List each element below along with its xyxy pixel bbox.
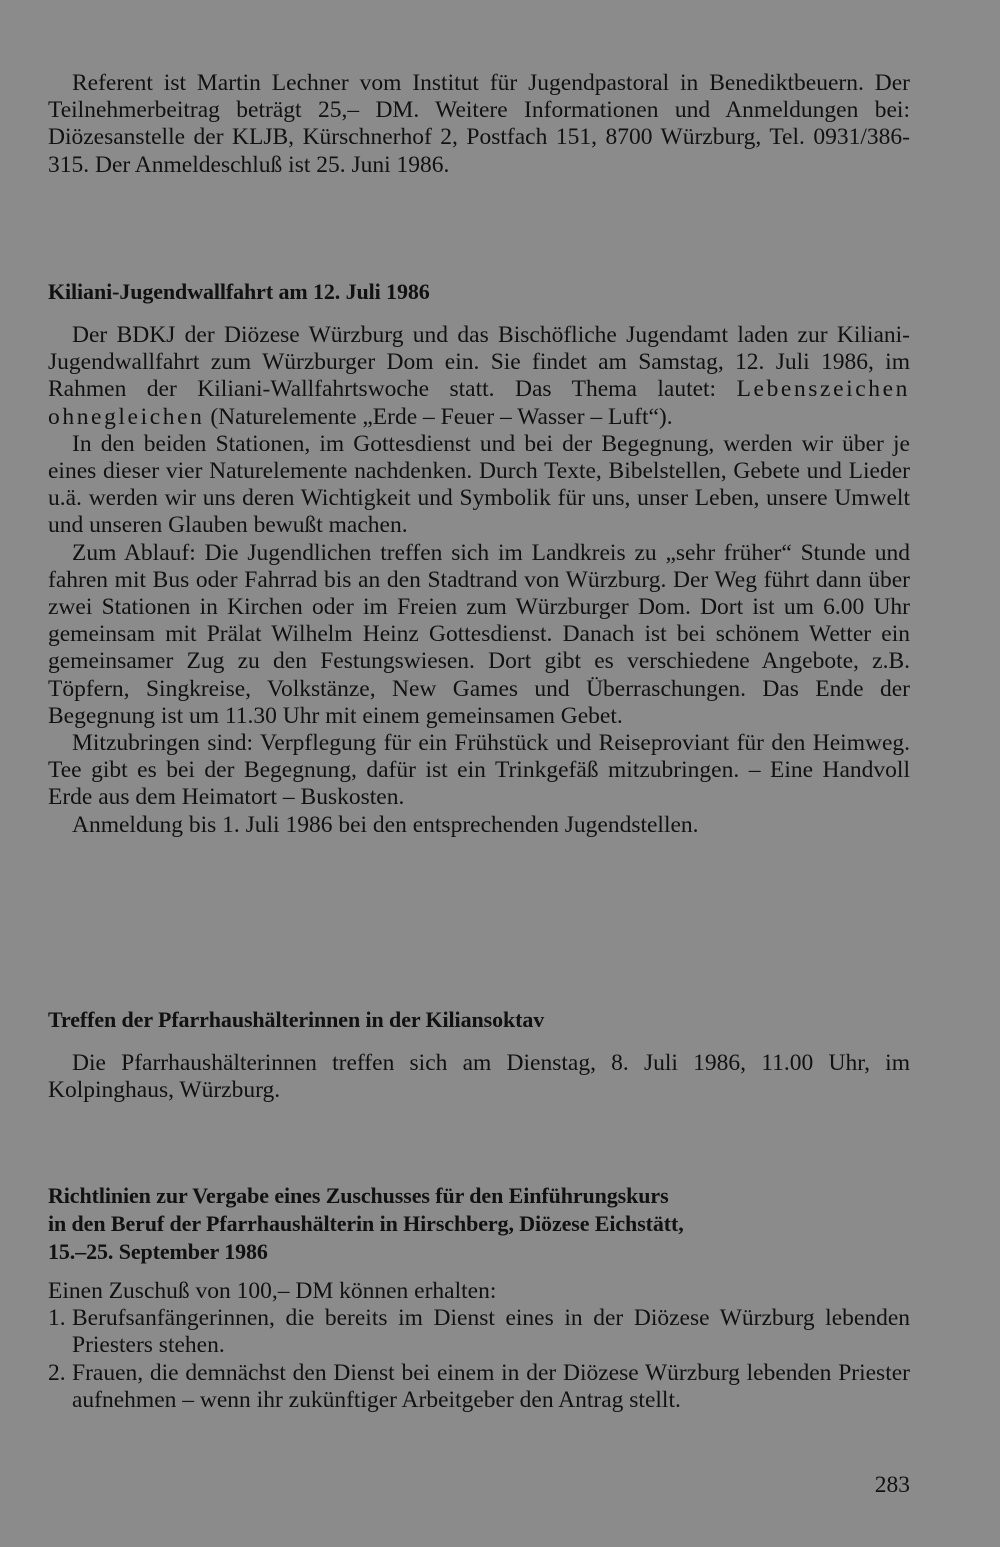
list-item-text: Berufsanfängerinnen, die bereits im Dienst eines in der Diözese Würzburg lebenden Priesters stehen.	[72, 1305, 910, 1359]
richtlinien-intro: Einen Zuschuß von 100,– DM können erhalten:	[48, 1278, 497, 1304]
list-item	[48, 1360, 910, 1414]
treffen-paragraph: Die Pfarrhaushälterinnen treffen sich am Dienstag, 8. Juli 1986, 11.00 Uhr, im Kolpinghaus, Würzburg.	[48, 1050, 910, 1104]
kiliani-p1-text-after: (Naturelemente „Erde – Feuer – Wasser – Luft“).	[204, 403, 673, 430]
kiliani-paragraph-5: Anmeldung bis 1. Juli 1986 bei den entsprechenden Jugendstellen.	[72, 811, 699, 838]
richtlinien-heading-line-3: 15.–25. September 1986	[48, 1239, 268, 1264]
kiliani-section	[48, 278, 910, 839]
richtlinien-section	[48, 1182, 910, 1414]
intro-paragraph: Referent ist Martin Lechner vom Institut für Jugendpastoral in Benediktbeuern. Der Teilnehmerbeitrag beträgt 25,– DM. Weitere Informationen und Anmeldungen bei: Diözesanstelle der KLJB, Kürschnerhof 2, Postfach 151, 8700 Würzburg, Tel. 0931/386-315. Der Anmeldeschluß ist 25. Juni 1986.	[48, 70, 910, 178]
list-item-text: Frauen, die demnächst den Dienst bei einem in der Diözese Würzburg lebenden Priester aufnehmen – wenn ihr zukünftiger Arbeitgeber den Antrag stellt.	[72, 1359, 910, 1413]
list-item-number: 2.	[48, 1359, 66, 1386]
kiliani-theme-spaced: Lebenszeichen ohnegleichen	[48, 376, 910, 430]
kiliani-paragraph-2: In den beiden Stationen, im Gottesdienst und bei der Begegnung, werden wir über je eines dieser vier Naturelemente nachdenken. Durch Texte, Bibelstellen, Gebete und Lieder u.ä. werden wir uns deren Wichtigkeit und Symbolik für uns, unser Leben, unsere Umwelt und unseren Glauben bewußt machen.	[48, 430, 910, 539]
intro-block	[48, 70, 910, 179]
kiliani-heading: Kiliani-Jugendwallfahrt am 12. Juli 1986	[48, 279, 430, 304]
treffen-section	[48, 1006, 910, 1104]
kiliani-paragraph-4: Mitzubringen sind: Verpflegung für ein Frühstück und Reiseproviant für den Heimweg. Tee gibt es bei der Begegnung, dafür ist ein Trinkgefäß mitzubringen. – Eine Handvoll Erde aus dem Heimatort – Buskosten.	[48, 730, 910, 811]
treffen-heading: Treffen der Pfarrhaushälterinnen in der Kiliansoktav	[48, 1007, 545, 1032]
list-item-number: 1.	[48, 1305, 66, 1332]
richtlinien-heading-line-2: in den Beruf der Pfarrhaushälterin in Hirschberg, Diözese Eichstätt,	[48, 1211, 684, 1236]
richtlinien-heading-line-1: Richtlinien zur Vergabe eines Zuschusses für den Einführungskurs	[48, 1183, 669, 1208]
list-item	[48, 1305, 910, 1359]
richtlinien-heading	[48, 1182, 910, 1266]
kiliani-paragraph-3: Zum Ablauf: Die Jugendlichen treffen sich im Landkreis zu „sehr früher“ Stunde und fahren mit Bus oder Fahrrad bis an den Stadtrand von Würzburg. Der Weg führt dann über zwei Stationen in Kirchen oder im Freien zum Würzburger Dom. Dort ist um 6.00 Uhr gemeinsam mit Prälat Wilhelm Heinz Gottesdienst. Danach ist bei schönem Wetter ein gemeinsamer Zug zu den Festungswiesen. Dort gibt es verschiedene Angebote, z.B. Töpfern, Singkreise, Volkstänze, New Games und Überraschungen. Das Ende der Begegnung ist um 11.30 Uhr mit einem gemeinsamen Gebet.	[48, 539, 910, 729]
kiliani-p1-text-before: Der BDKJ der Diözese Würzburg und das Bischöfliche Jugendamt laden zur Kiliani-Jugendwallfahrt zum Würzburger Dom ein. Sie findet am Samstag, 12. Juli 1986, im Rahmen der Kiliani-Wallfahrtswoche statt. Das Thema lautet:	[48, 322, 910, 403]
page-number: 283	[874, 1472, 910, 1498]
kiliani-paragraph-1	[48, 322, 910, 431]
